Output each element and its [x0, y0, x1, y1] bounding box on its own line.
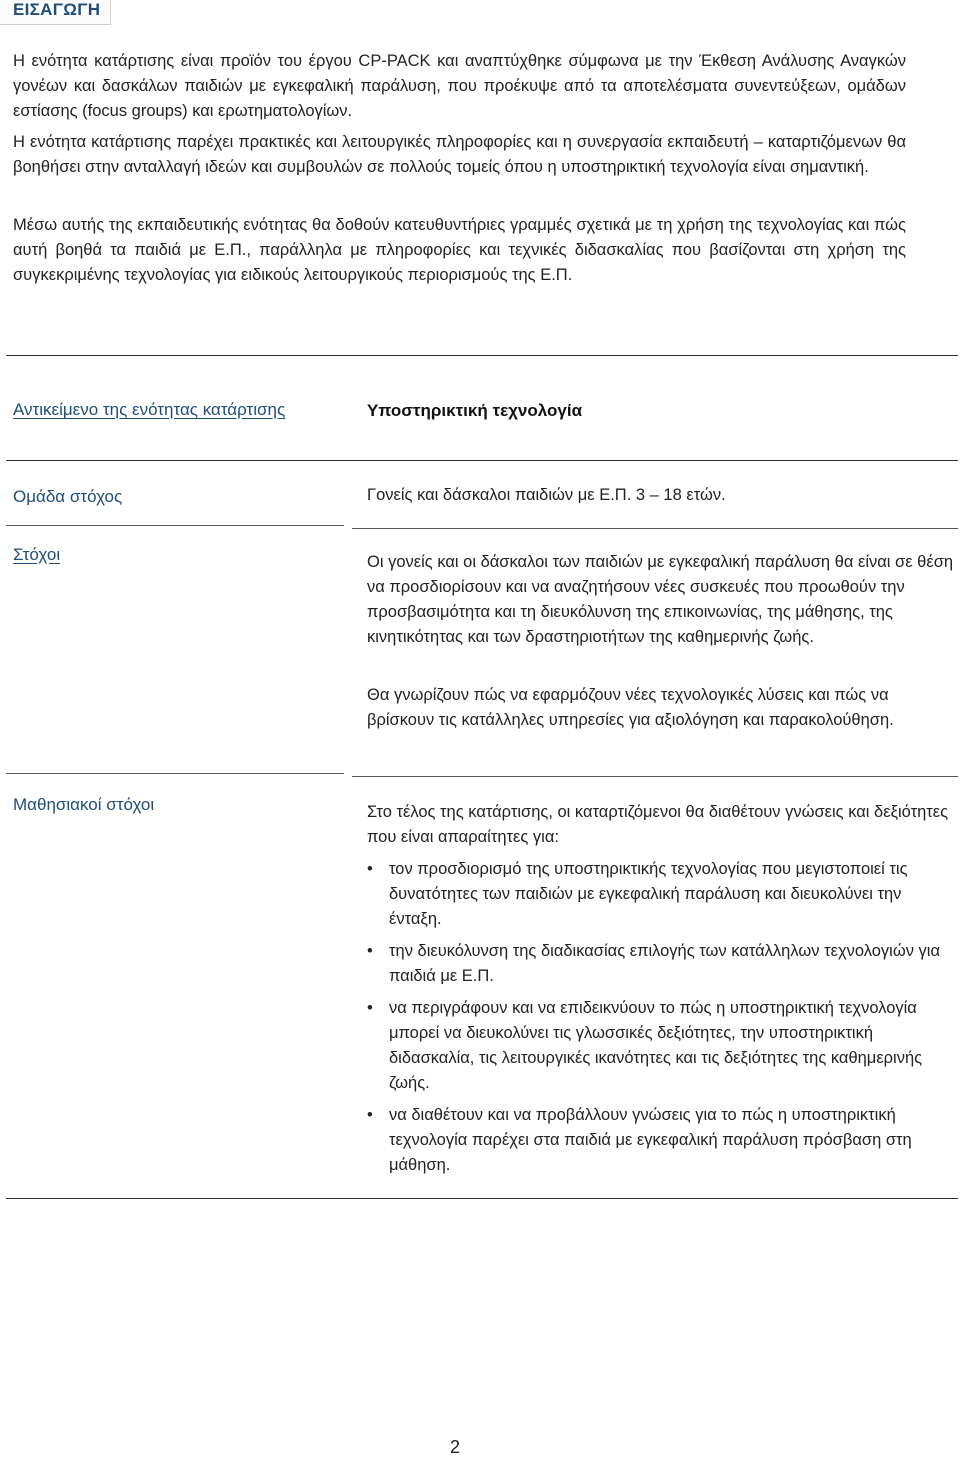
list-item — [367, 857, 952, 932]
subject-row-rule — [6, 460, 958, 461]
subject-label: Αντικείμενο της ενότητας κατάρτισης — [13, 400, 286, 419]
target-row-rule-right — [352, 528, 958, 529]
bullet-icon: • — [367, 942, 373, 960]
learning-objectives-list — [367, 857, 952, 1185]
objectives-paragraph-2: Θα γνωρίζουν πώς να εφαρμόζουν νέες τεχνολογικές λύσεις και πώς να βρίσκουν τις κατάλληλες υπηρεσίες για αξιολόγηση και παρακολούθηση. — [367, 686, 894, 729]
list-item-text: να περιγράφουν και να επιδεικνύουν το πώς η υποστηρικτική τεχνολογία μπορεί να διευκολύνει τις γλωσσικές δεξιότητες, την υποστηρικτική διδασκαλία, τις λειτουργικές ικανότητες και τις δεξιότητες της καθημερινής ζωής. — [389, 999, 923, 1092]
objectives-row-rule-left — [6, 773, 344, 774]
list-item — [367, 939, 952, 989]
list-item — [367, 1103, 952, 1178]
target-row-rule-left — [6, 525, 344, 526]
target-group-label: Ομάδα στόχος — [13, 487, 123, 506]
table-top-rule — [6, 355, 958, 356]
table-bottom-rule — [6, 1198, 958, 1199]
section-heading: ΕΙΣΑΓΩΓΗ — [13, 0, 101, 19]
learning-objectives-label: Μαθησιακοί στόχοι — [13, 795, 155, 814]
objectives-row-rule-right — [352, 776, 958, 777]
subject-value: Υποστηρικτική τεχνολογία — [367, 401, 583, 420]
bullet-icon: • — [367, 999, 373, 1017]
list-item-text: τον προσδιορισμό της υποστηρικτικής τεχνολογίας που μεγιστοποιεί τις δυνατότητες των παιδιών με εγκεφαλική παράλυση και διευκολύνει την ένταξη. — [389, 860, 908, 928]
list-item — [367, 996, 952, 1096]
target-group-value: Γονείς και δάσκαλοι παιδιών με Ε.Π. 3 – 18 ετών. — [367, 486, 726, 504]
intro-paragraph-3: Μέσω αυτής της εκπαιδευτικής ενότητας θα δοθούν κατευθυντήριες γραμμές σχετικά με τη χρήση της τεχνολογίας και πώς αυτή βοηθά τα παιδιά με Ε.Π., παράλληλα με πληροφορίες και τεχνικές διδασκαλίας που βασίζονται στη χρήση της συγκεκριμένης τεχνολογίας για ειδικούς λειτουργικούς περιορισμούς της Ε.Π. — [13, 216, 906, 284]
list-item-text: να διαθέτουν και να προβάλλουν γνώσεις για το πώς η υποστηρικτική τεχνολογία παρέχει στα παιδιά με εγκεφαλική παράλυση πρόσβαση στη μάθηση. — [389, 1106, 912, 1174]
learning-objectives-intro: Στο τέλος της κατάρτισης, οι καταρτιζόμενοι θα διαθέτουν γνώσεις και δεξιότητες που είναι απαραίτητες για: — [367, 803, 949, 846]
intro-paragraph-2: Η ενότητα κατάρτισης παρέχει πρακτικές και λειτουργικές πληροφορίες και η συνεργασία εκπαιδευτή – καταρτιζόμενων θα βοηθήσει στην ανταλλαγή ιδεών και συμβουλών σε πολλούς τομείς όπου η υποστηρικτική τεχνολογία είναι σημαντική. — [13, 133, 906, 176]
objectives-paragraph-1: Οι γονείς και οι δάσκαλοι των παιδιών με εγκεφαλική παράλυση θα είναι σε θέση να προσδιορίσουν και να αναζητήσουν νέες συσκευές που προωθούν την προσβασιμότητα και τη διευκόλυνση της επικοινωνίας, της μάθησης, της κινητικότητας και των δραστηριοτήτων της καθημερινής ζωής. — [367, 553, 954, 646]
list-item-text: την διευκόλυνση της διαδικασίας επιλογής των κατάλληλων τεχνολογιών για παιδιά με Ε.Π. — [389, 942, 940, 985]
page-number: 2 — [450, 1437, 461, 1457]
bullet-icon: • — [367, 1106, 373, 1124]
objectives-label: Στόχοι — [13, 545, 61, 564]
intro-paragraph-1: Η ενότητα κατάρτισης είναι προϊόν του έργου CP-PACK και αναπτύχθηκε σύμφωνα με την Έκθεση Ανάλυσης Αναγκών γονέων και δασκάλων παιδιών με εγκεφαλική παράλυση, που προέκυψε από τα αποτελέσματα συνεντεύξεων, ομάδων εστίασης (focus groups) και ερωτηματολογίων. — [13, 52, 906, 120]
section-heading-box — [0, 0, 111, 25]
bullet-icon: • — [367, 860, 373, 878]
